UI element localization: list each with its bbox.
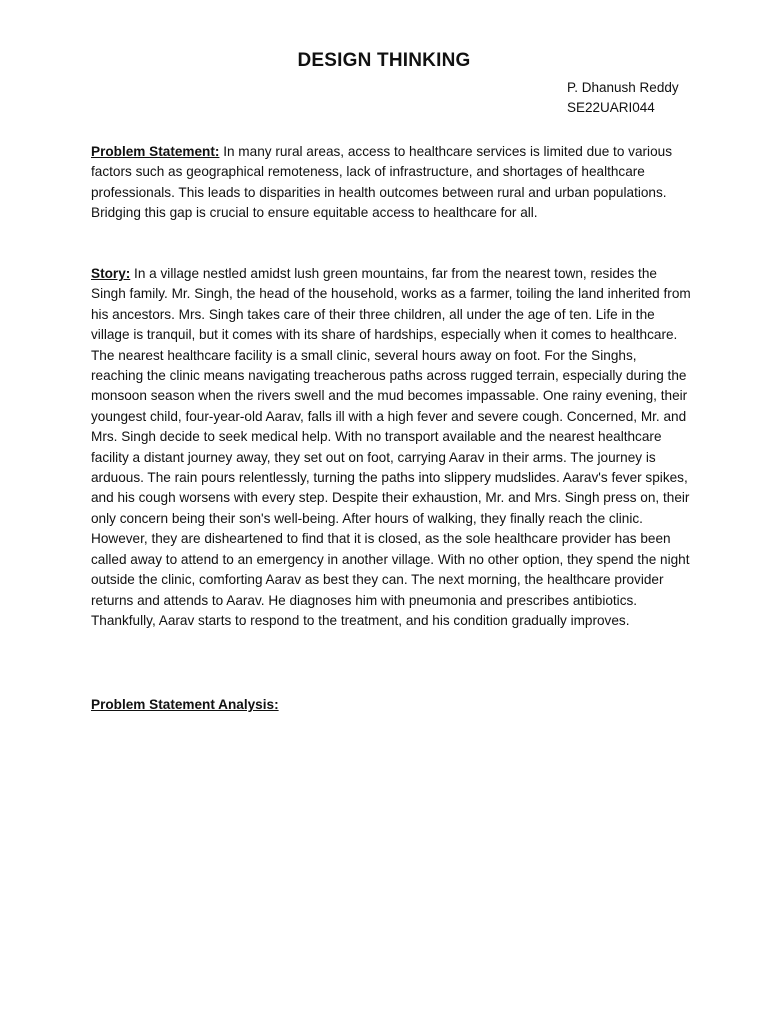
- author-name: P. Dhanush Reddy: [567, 80, 679, 95]
- story-paragraph: [91, 264, 691, 631]
- story-text: In a village nestled amidst lush green mountains, far from the nearest town, resides the Singh family. Mr. Singh, the head of the household, works as a farmer, toiling the land inherited from his ancestors. Mrs. Singh takes care of their three children, all under the age of ten. Life in the village is tranquil, but it comes with its share of hardships, especially when it comes to healthcare. The nearest healthcare facility is a small clinic, several hours away on foot. For the Singhs, reaching the clinic means navigating treacherous paths across rugged terrain, especially during the monsoon season when the rivers swell and the mud becomes impassable. One rainy evening, their youngest child, four-year-old Aarav, falls ill with a high fever and severe cough. Concerned, Mr. and Mrs. Singh decide to seek medical help. With no transport available and the nearest healthcare facility a distant journey away, they set out on foot, carrying Aarav in their arms. The journey is arduous. The rain pours relentlessly, turning the paths into slippery mudslides. Aarav's fever spikes, and his cough worsens with every step. Despite their exhaustion, Mr. and Mrs. Singh press on, their only concern being their son's well-being. After hours of walking, they finally reach the clinic. However, they are disheartened to find that it is closed, as the sole healthcare provider has been called away to attend to an emergency in another village. With no other option, they spend the night outside the clinic, comforting Aarav as best they can. The next morning, the healthcare provider returns and attends to Aarav. He diagnoses him with pneumonia and prescribes antibiotics. Thankfully, Aarav starts to respond to the treatment, and his condition gradually improves.: [91, 266, 691, 628]
- problem-statement-text: In many rural areas, access to healthcare services is limited due to various factors such as geographical remoteness, lack of infrastructure, and shortages of healthcare professionals. This leads to disparities in health outcomes between rural and urban populations. Bridging this gap is crucial to ensure equitable access to healthcare for all.: [91, 144, 672, 221]
- problem-statement-paragraph: [91, 142, 691, 224]
- analysis-section: [91, 695, 691, 715]
- author-id: SE22UARI044: [567, 100, 655, 115]
- analysis-heading: Problem Statement Analysis:: [91, 697, 279, 712]
- story-heading: Story:: [91, 266, 131, 281]
- author-block: [567, 78, 679, 118]
- document-title: DESIGN THINKING: [297, 50, 471, 71]
- problem-statement-heading: Problem Statement:: [91, 144, 220, 159]
